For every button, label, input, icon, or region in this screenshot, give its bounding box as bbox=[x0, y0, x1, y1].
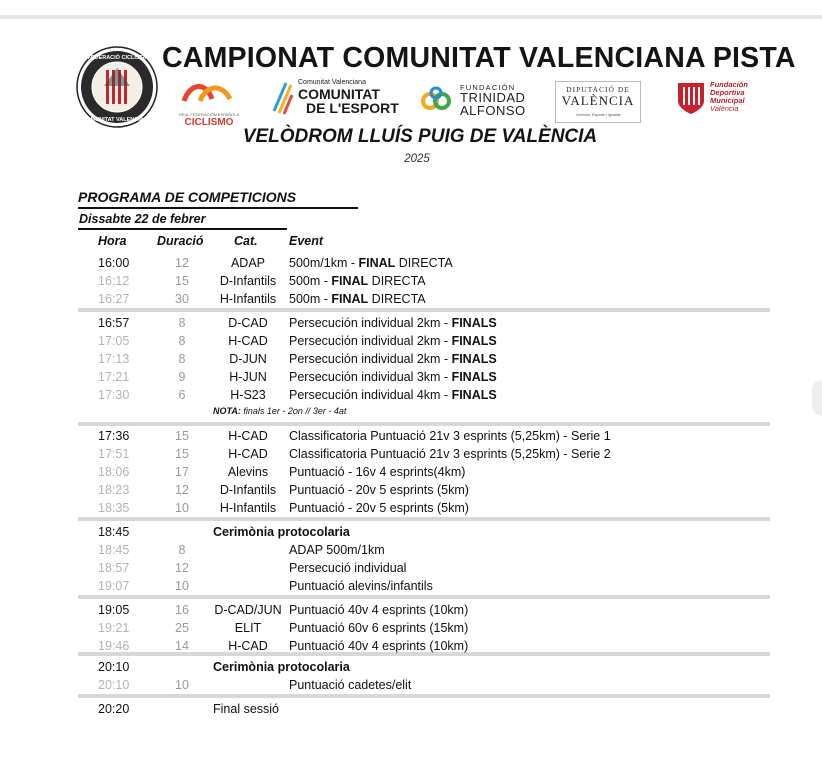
row-category: H-S23 bbox=[230, 388, 266, 402]
row-event-text: Puntuació - 16v 4 esprints(4km) bbox=[289, 465, 466, 479]
row-separator bbox=[78, 517, 770, 521]
row-time: 20:10 bbox=[98, 660, 130, 674]
fundacion-deportiva-municipal-logo bbox=[676, 81, 766, 121]
row-category: H-CAD bbox=[228, 429, 268, 443]
row-category: H-CAD bbox=[228, 334, 268, 348]
federacio-ciclista-seal-logo bbox=[76, 46, 158, 128]
row-event bbox=[289, 350, 497, 368]
row-event bbox=[289, 481, 469, 499]
trinidad-rings-icon bbox=[420, 85, 456, 115]
row-time: 17:51 bbox=[98, 447, 130, 461]
diputacio-line2: VALÈNCIA bbox=[561, 93, 635, 108]
row-category: D-Infantils bbox=[219, 274, 277, 288]
esport-region: Comunitat Valenciana bbox=[298, 79, 366, 86]
rfec-swoosh-icon bbox=[176, 79, 242, 105]
row-event-text: Puntuació - 20v 5 esprints (5km) bbox=[289, 501, 469, 515]
row-event-text: Puntuació cadetes/elit bbox=[289, 678, 412, 692]
trinidad-line3: ALFONSO bbox=[460, 103, 526, 118]
row-category: H-Infantils bbox=[219, 501, 277, 515]
row-duration: 10 bbox=[175, 678, 189, 692]
row-category: D-CAD bbox=[228, 316, 268, 330]
row-duration: 6 bbox=[178, 388, 186, 402]
row-event-tail: DIRECTA bbox=[368, 274, 426, 288]
row-duration: 8 bbox=[178, 352, 186, 366]
table-row bbox=[0, 559, 822, 577]
row-event: Cerimònia protocolaria bbox=[213, 525, 350, 539]
row-time: 18:23 bbox=[98, 483, 130, 497]
finals-note bbox=[213, 406, 346, 416]
row-event bbox=[289, 637, 468, 655]
row-event-text: Puntuació 40v 4 esprints (10km) bbox=[289, 639, 469, 653]
row-event-highlight: FINAL bbox=[331, 274, 369, 288]
row-duration: 15 bbox=[175, 274, 189, 288]
svg-text:COMUNITAT VALENCIANA: COMUNITAT VALENCIANA bbox=[82, 117, 152, 123]
table-row bbox=[0, 481, 822, 499]
row-event bbox=[289, 290, 426, 308]
row-event-tail: DIRECTA bbox=[368, 292, 426, 306]
row-event bbox=[289, 332, 497, 350]
rfec-name: CICLISMO bbox=[184, 117, 234, 128]
row-event bbox=[289, 386, 497, 404]
row-event-text: Persecució individual bbox=[289, 561, 407, 575]
row-event: Cerimònia protocolaria bbox=[213, 660, 350, 674]
row-duration: 8 bbox=[178, 334, 186, 348]
row-event bbox=[289, 254, 453, 272]
column-header-event: Event bbox=[289, 234, 324, 248]
row-category: H-Infantils bbox=[219, 292, 277, 306]
row-event-text: Classificatoria Puntuació 21v 3 esprints (5,25km) - Serie 2 bbox=[289, 447, 611, 461]
row-event bbox=[289, 499, 469, 517]
note-label: NOTA: bbox=[213, 406, 241, 416]
row-event-text: Puntuació 40v 4 esprints (10km) bbox=[289, 603, 469, 617]
row-category: Alevins bbox=[227, 465, 269, 479]
note-text: finals 1er - 2on // 3er - 4at bbox=[240, 406, 347, 416]
row-event-highlight: FINALS bbox=[451, 370, 497, 384]
row-duration: 8 bbox=[178, 543, 186, 557]
row-event bbox=[289, 368, 497, 386]
column-header-time: Hora bbox=[98, 234, 127, 248]
row-time: 19:46 bbox=[98, 639, 130, 653]
row-event bbox=[289, 445, 611, 463]
row-time: 17:30 bbox=[98, 388, 130, 402]
table-row bbox=[0, 619, 822, 637]
table-row bbox=[0, 314, 822, 332]
row-event-text: Persecución individual 2km - bbox=[289, 352, 452, 366]
row-time: 20:10 bbox=[98, 678, 130, 692]
year-label: 2025 bbox=[404, 153, 430, 165]
row-time: 17:21 bbox=[98, 370, 130, 384]
table-row bbox=[0, 601, 822, 619]
esport-name-2: DE L'ESPORT bbox=[306, 100, 399, 116]
section-underline bbox=[78, 207, 358, 209]
row-event-text: Persecución individual 3km - bbox=[289, 370, 452, 384]
esport-name-1: COMUNITAT bbox=[298, 86, 380, 102]
row-event bbox=[289, 676, 411, 694]
diputacio-line3: Joventut, Esports i Igualtat bbox=[575, 113, 621, 117]
top-divider bbox=[0, 15, 822, 19]
row-category: H-JUN bbox=[229, 370, 267, 384]
table-row bbox=[0, 272, 822, 290]
row-separator bbox=[78, 422, 770, 426]
municipal-shield-icon bbox=[676, 81, 706, 115]
row-time: 18:45 bbox=[98, 543, 130, 557]
row-event bbox=[289, 541, 385, 559]
column-header-category: Cat. bbox=[234, 234, 258, 248]
row-event-tail: DIRECTA bbox=[395, 256, 453, 270]
municipal-line3: Municipal bbox=[710, 96, 745, 105]
row-time: 19:21 bbox=[98, 621, 130, 635]
table-row bbox=[0, 254, 822, 272]
row-time: 16:12 bbox=[98, 274, 130, 288]
row-time: 16:00 bbox=[98, 256, 130, 270]
column-header-duration: Duració bbox=[157, 234, 204, 248]
table-row bbox=[0, 386, 822, 404]
section-title: PROGRAMA DE COMPETICIONS bbox=[78, 189, 297, 205]
rfec-ciclismo-logo bbox=[176, 79, 242, 128]
row-duration: 15 bbox=[175, 447, 189, 461]
row-time: 19:05 bbox=[98, 603, 130, 617]
svg-text:FEDERACIÓ CICLISTA: FEDERACIÓ CICLISTA bbox=[87, 55, 147, 61]
row-event-text: 500m/1km - bbox=[289, 256, 359, 270]
day-label: Dissabte 22 de febrer bbox=[79, 212, 206, 226]
row-event-text: 500m - bbox=[289, 292, 332, 306]
diputacio-valencia-logo bbox=[555, 81, 641, 123]
table-row bbox=[0, 499, 822, 517]
table-row bbox=[0, 290, 822, 308]
row-event-text: Persecución individual 2km - bbox=[289, 316, 452, 330]
row-event bbox=[289, 314, 497, 332]
row-event-text: ADAP 500m/1km bbox=[289, 543, 385, 557]
row-event bbox=[289, 619, 468, 637]
row-category: H-CAD bbox=[228, 447, 268, 461]
row-duration: 16 bbox=[175, 603, 189, 617]
row-time: 16:27 bbox=[98, 292, 130, 306]
esport-stripes-icon bbox=[272, 81, 294, 115]
row-time: 17:36 bbox=[98, 429, 130, 443]
row-duration: 10 bbox=[175, 579, 189, 593]
row-event bbox=[289, 601, 468, 619]
row-event bbox=[289, 559, 406, 577]
municipal-line4: València bbox=[710, 104, 739, 113]
row-event bbox=[289, 427, 611, 445]
row-event-text: Puntuació - 20v 5 esprints (5km) bbox=[289, 483, 469, 497]
row-event bbox=[289, 577, 433, 595]
row-duration: 8 bbox=[178, 316, 186, 330]
table-row bbox=[0, 658, 822, 676]
row-category: D-CAD/JUN bbox=[214, 603, 282, 617]
row-duration: 12 bbox=[175, 256, 189, 270]
fundacion-trinidad-alfonso-logo bbox=[420, 83, 530, 119]
table-row bbox=[0, 523, 822, 541]
row-event-highlight: FINALS bbox=[451, 388, 497, 402]
row-event-text: Puntuació 60v 6 esprints (15km) bbox=[289, 621, 469, 635]
table-row bbox=[0, 332, 822, 350]
row-event-highlight: FINALS bbox=[451, 334, 497, 348]
row-duration: 17 bbox=[175, 465, 189, 479]
row-event bbox=[289, 272, 426, 290]
row-event-highlight: FINALS bbox=[451, 316, 497, 330]
row-duration: 25 bbox=[175, 621, 189, 635]
row-time: 19:07 bbox=[98, 579, 130, 593]
row-time: 18:35 bbox=[98, 501, 130, 515]
row-event-highlight: FINALS bbox=[451, 352, 497, 366]
table-row bbox=[0, 541, 822, 559]
table-row bbox=[0, 676, 822, 694]
municipal-line1: Fundación bbox=[710, 80, 748, 89]
table-row bbox=[0, 427, 822, 445]
row-duration: 30 bbox=[175, 292, 189, 306]
row-category: D-JUN bbox=[229, 352, 267, 366]
venue-subtitle: VELÒDROM LLUÍS PUIG DE VALÈNCIA bbox=[242, 126, 598, 147]
table-row bbox=[0, 350, 822, 368]
row-event-text: Puntuació alevins/infantils bbox=[289, 579, 433, 593]
table-row bbox=[0, 368, 822, 386]
row-time: 18:57 bbox=[98, 561, 130, 575]
comunitat-esport-logo bbox=[272, 79, 398, 119]
row-category: ELIT bbox=[234, 621, 262, 635]
row-duration: 12 bbox=[175, 561, 189, 575]
table-row bbox=[0, 700, 822, 718]
row-event-text: Persecución individual 2km - bbox=[289, 334, 452, 348]
row-event-highlight: FINAL bbox=[358, 256, 396, 270]
diputacio-line1: DIPUTACIÓ DE bbox=[566, 85, 630, 94]
row-event-text: Classificatoria Puntuació 21v 3 esprints (5,25km) - Serie 1 bbox=[289, 429, 611, 443]
row-separator bbox=[78, 595, 770, 599]
municipal-line2: Deportiva bbox=[710, 88, 745, 97]
page-title: CAMPIONAT COMUNITAT VALENCIANA PISTA bbox=[162, 42, 796, 74]
row-category: ADAP bbox=[230, 256, 266, 270]
table-row bbox=[0, 637, 822, 655]
trinidad-line1: FUNDACIÓN bbox=[460, 83, 516, 92]
row-category: H-CAD bbox=[228, 639, 268, 653]
row-event bbox=[289, 463, 465, 481]
row-category: D-Infantils bbox=[219, 483, 277, 497]
row-time: 20:20 bbox=[98, 702, 130, 716]
row-event: Final sessió bbox=[213, 702, 279, 716]
table-row bbox=[0, 445, 822, 463]
row-event-text: 500m - bbox=[289, 274, 332, 288]
table-row bbox=[0, 463, 822, 481]
table-row bbox=[0, 577, 822, 595]
row-time: 18:45 bbox=[98, 525, 130, 539]
row-duration: 10 bbox=[175, 501, 189, 515]
trinidad-line2: TRINIDAD bbox=[460, 90, 526, 105]
row-time: 17:13 bbox=[98, 352, 130, 366]
row-separator bbox=[78, 308, 770, 312]
row-duration: 14 bbox=[175, 639, 189, 653]
row-time: 18:06 bbox=[98, 465, 130, 479]
row-time: 16:57 bbox=[98, 316, 130, 330]
row-duration: 15 bbox=[175, 429, 189, 443]
row-duration: 12 bbox=[175, 483, 189, 497]
row-event-highlight: FINAL bbox=[331, 292, 369, 306]
row-duration: 9 bbox=[178, 370, 186, 384]
row-separator bbox=[78, 694, 770, 698]
day-underline bbox=[78, 228, 287, 230]
row-time: 17:05 bbox=[98, 334, 130, 348]
rfec-subtitle: REAL FEDERACIÓN ESPAÑOLA bbox=[178, 112, 239, 117]
row-event-text: Persecución individual 4km - bbox=[289, 388, 452, 402]
